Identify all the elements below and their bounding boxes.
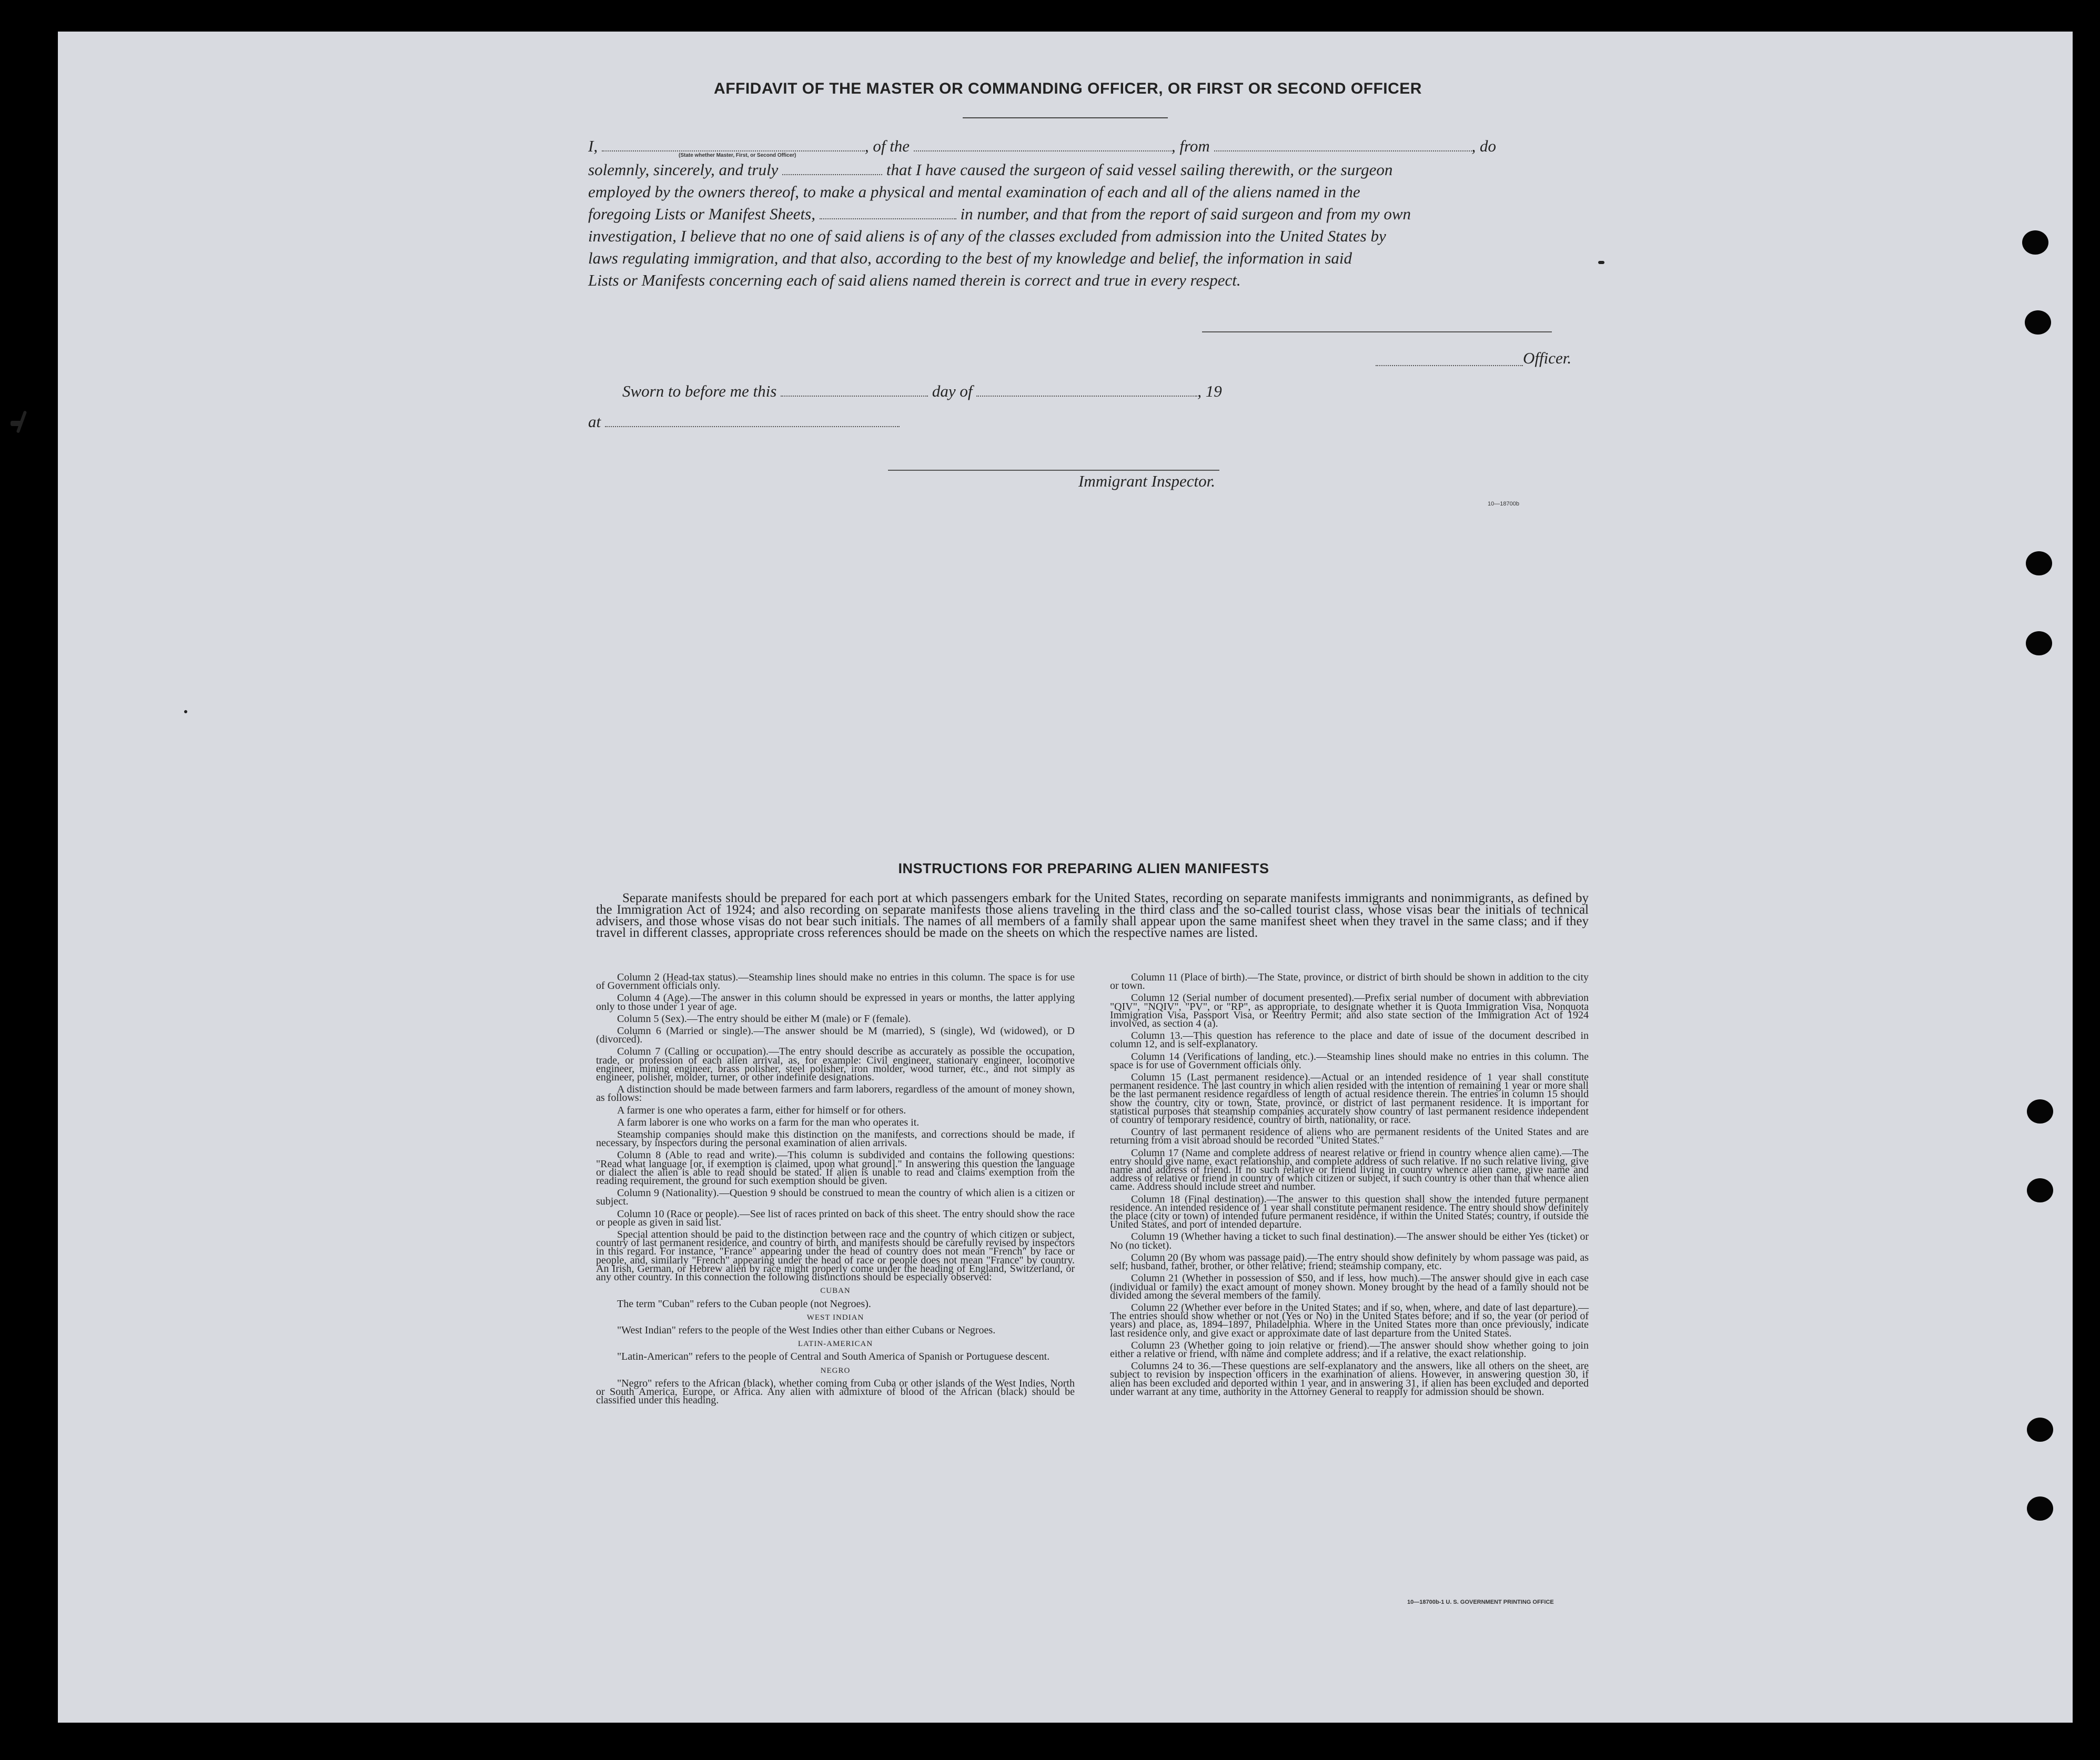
port-blank[interactable]	[1214, 139, 1472, 151]
affidavit-line-4: foregoing Lists or Manifest Sheets, in number, and that from the report of said surgeon and from my own	[588, 205, 1411, 223]
inspector-label: Immigrant Inspector.	[1078, 472, 1216, 490]
punch-hole	[2027, 1418, 2053, 1442]
instruction-paragraph: Column 15 (Last permanent residence).—Actual or an intended residence of 1 year shall constitute permanent residence. The last country in which alien resided with the intention of remaining 1 year or more shall be the last permanent residence regardless of length of actual residence therein. The entries in column 15 should show the country, city or town, State, province, or district of last permanent residence. It is important for statistical purposes that steamship companies accurately show country of last permanent residence independent of country of temporary residence, country of birth, nationality, or race.	[1110, 1071, 1589, 1126]
section-heading: NEGRO	[820, 1366, 851, 1375]
affidavit-line-2: solemnly, sincerely, and truly that I have caused the surgeon of said vessel sailing therewith, or the surgeon	[588, 160, 1393, 179]
instruction-paragraph: A farmer is one who operates a farm, either for himself or for others.	[617, 1104, 906, 1116]
punch-hole	[2027, 1099, 2053, 1124]
instruction-paragraph: "Latin-American" refers to the people of Central and South America of Spanish or Portuguese descent.	[617, 1351, 1050, 1363]
ink-mark	[1598, 261, 1604, 264]
printing-office-footer: 10—18700b-1 U. S. GOVERNMENT PRINTING OFFICE	[1407, 1599, 1554, 1605]
section-heading: LATIN-AMERICAN	[797, 1340, 873, 1349]
sheet-count-blank[interactable]	[820, 207, 956, 219]
affidavit-line-3: employed by the owners thereof, to make a physical and mental examination of each and all of the aliens named in the	[588, 183, 1360, 201]
instruction-paragraph: Column 18 (Final destination).—The answer to this question shall show the intended future permanent residence. An intended residence of 1 year shall constitute permanent residence. The entry should show definitely the place (city or town) of intended future permanent residence, if within the United States; country, if outside the United States, and port of intended departure.	[1110, 1193, 1589, 1231]
instruction-paragraph: "West Indian" refers to the people of the West Indies other than either Cubans or Negroes.	[617, 1324, 996, 1336]
instructions-intro: Separate manifests should be prepared for each port at which passengers embark for the United States, recording on separate manifests immigrants and nonimmigrants, as defined by the Immigration Act of 1924; and also recording on separate manifests those aliens traveling in the third class and the so-called tourist class, whose visas bear the initials of technical advisers, and those whose visas do not bear such initials. The names of all members of a family shall appear upon the same manifest sheet when they travel in the same class; and if they travel in different classes, appropriate cross references should be made on the sheets on which the respective names are listed.	[596, 891, 1589, 940]
punch-hole	[2025, 310, 2051, 335]
instruction-paragraph: Country of last permanent residence of aliens who are permanent residents of the United States and are returning from a visit abroad should be recorded "United States."	[1110, 1126, 1589, 1147]
instruction-paragraph: Column 13.—This question has reference to the place and date of issue of the document described in column 12, and is self-explanatory.	[1110, 1030, 1589, 1050]
instruction-paragraph: The term "Cuban" refers to the Cuban people (not Negroes).	[617, 1298, 871, 1310]
instruction-paragraph: Column 11 (Place of birth).—The State, province, or district of birth should be shown in addition to the city or town.	[1110, 972, 1589, 992]
officer-rank-blank[interactable]	[602, 139, 865, 151]
instruction-paragraph: Column 9 (Nationality).—Question 9 should be construed to mean the country of which alien is a citizen or subject.	[596, 1187, 1075, 1208]
instruction-paragraph: Column 19 (Whether having a ticket to such final destination).—The answer should be either Yes (ticket) or No (no ticket).	[1110, 1231, 1589, 1251]
form-number: 10—18700b	[1488, 501, 1519, 507]
sworn-day-blank[interactable]	[781, 384, 928, 397]
punch-hole	[2026, 551, 2052, 575]
instructions-right-column	[1110, 973, 1589, 1400]
instruction-paragraph: A farm laborer is one who works on a farm for the man who operates it.	[617, 1116, 920, 1128]
affidavit-line-6: laws regulating immigration, and that also, according to the best of my knowledge and belief, the information in said	[588, 249, 1352, 267]
sworn-line: Sworn to before me this day of , 19	[622, 382, 1222, 400]
instruction-paragraph: Column 4 (Age).—The answer in this column should be expressed in years or months, the latter applying only to those under 1 year of age.	[596, 992, 1075, 1013]
instruction-paragraph: Column 17 (Name and complete address of nearest relative or friend in country whence alien came).—The entry should give name, exact relationship, and complete address of such relative. If no such relative living, give name and address of friend. If no such relative or friend living in country whence alien came, give name and address of relative or friend in country of which citizen or subject, if such country is other than that whence alien came. Address should include street and number.	[1110, 1147, 1589, 1193]
instruction-paragraph: A distinction should be made between farmers and farm laborers, regardless of the amount of money shown, as follows:	[596, 1084, 1075, 1104]
instructions-left-column	[596, 973, 1075, 1408]
officer-label: Officer.	[1523, 349, 1572, 367]
instruction-paragraph: Column 21 (Whether in possession of $50, and if less, how much).—The answer should give in each case (individual or family) the exact amount of money shown. Money brought by the head of a family should not be divided among the several members of the family.	[1110, 1272, 1589, 1301]
section-heading: CUBAN	[820, 1287, 851, 1296]
officer-title-line[interactable]	[1376, 364, 1523, 366]
instruction-paragraph: Column 2 (Head-tax status).—Steamship lines should make no entries in this column. The space is for use of Government officials only.	[596, 972, 1075, 992]
affidavit-line-5: investigation, I believe that no one of said aliens is of any of the classes excluded from admission into the United States by	[588, 227, 1386, 245]
punch-hole	[2027, 1496, 2053, 1521]
instruction-paragraph: Columns 24 to 36.—These questions are self-explanatory and the answers, like all others on the sheet, are subject to revision by inspection officers in the examination of aliens. However, in answering question 30, if alien has been excluded and deported within 1 year, and in answering 31, if alien has been excluded and deported under warrant at any time, authority in the Attorney General to reapply for admission should be shown.	[1110, 1360, 1589, 1398]
punch-hole	[2026, 631, 2052, 655]
affidavit-line-7: Lists or Manifests concerning each of said aliens named therein is correct and true in every respect.	[588, 271, 1241, 289]
instruction-paragraph: Column 8 (Able to read and write).—This column is subdivided and contains the following questions: "Read what language [or, if exemption is claimed, upon what ground]." In answering this question the language or dialect the alien is able to read should be stated. If alien is unable to read and claims exemption from the reading requirement, the ground for such exemption should be given.	[596, 1149, 1075, 1187]
sworn-place-blank[interactable]	[605, 414, 900, 427]
oath-blank[interactable]	[782, 163, 882, 175]
sworn-place-line: at	[588, 411, 1585, 432]
punch-hole	[2022, 230, 2048, 255]
sworn-month-blank[interactable]	[976, 384, 1197, 397]
officer-rank-note: (State whether Master, First, or Second Officer)	[679, 153, 796, 158]
signature-line[interactable]	[1202, 331, 1552, 332]
affidavit-title: AFFIDAVIT OF THE MASTER OR COMMANDING OFFICER, OR FIRST OR SECOND OFFICER	[714, 80, 1422, 97]
instruction-paragraph: Column 6 (Married or single).—The answer should be M (married), S (single), Wd (widowed), or D (divorced).	[596, 1025, 1075, 1046]
title-rule	[963, 117, 1168, 118]
vessel-name-blank[interactable]	[914, 139, 1172, 151]
section-heading: WEST INDIAN	[806, 1313, 864, 1322]
instruction-paragraph: Column 22 (Whether ever before in the United States; and if so, when, where, and date of last departure).—The entries should show whether or not (Yes or No) in the United States before; and if so, the year (or period of years) and place, as, 1894–1897, Philadelphia. Where in the United States more than once previously, indicate last residence only, and give exact or approximate date of last departure from the United States.	[1110, 1301, 1589, 1339]
instruction-paragraph: Column 12 (Serial number of document presented).—Prefix serial number of document with abbreviation "QIV", "NQIV", "PV", or "RP", as appropriate, to designate whether it is Quota Immigration Visa, Nonquota Immigration Visa, Passport Visa, or Reentry Permit; and also state section of the Immigration Act of 1924 involved, as section 4 (a).	[1110, 992, 1589, 1030]
instruction-paragraph: Column 23 (Whether going to join relative or friend).—The answer should show whether going to join either a relative or friend, with name and complete address; and if a relative, the exact relationship.	[1110, 1339, 1589, 1360]
ink-mark	[184, 710, 187, 713]
instruction-paragraph: Column 14 (Verifications of landing, etc.).—Steamship lines should make no entries in this column. The space is for use of Government officials only.	[1110, 1050, 1589, 1071]
instruction-paragraph: Column 7 (Calling or occupation).—The entry should describe as accurately as possible the occupation, trade, or profession of each alien arrival, as, for example: Civil engineer, stationary engineer, locomotive engineer, mining engineer, brass polisher, steel polisher, iron molder, wood turner, etc., and not simply as engineer, polisher, molder, turner, or other indefinite designations.	[596, 1046, 1075, 1084]
instruction-paragraph: Special attention should be paid to the distinction between race and the country of which citizen or subject, country of last permanent residence, and country of birth, and manifests should be carefully revised by inspectors in this regard. For instance, "France" appearing under the head of country does not mean "French" by race or people, and, similarly "French" appearing under the head of race or people does not mean "France" by country. An Irish, German, or Hebrew alien by race might properly come under the heading of England, Switzerland, or any other country. In this connection the following distinctions should be especially observed:	[596, 1229, 1075, 1283]
affidavit-line-1: I, , of the , from , do	[588, 137, 1496, 155]
instructions-title: INSTRUCTIONS FOR PREPARING ALIEN MANIFESTS	[898, 861, 1269, 876]
instruction-paragraph: Steamship companies should make this distinction on the manifests, and corrections should be made, if necessary, by inspectors during the personal examination of alien arrivals.	[596, 1129, 1075, 1149]
inspector-signature-line[interactable]	[888, 470, 1219, 471]
instruction-paragraph: Column 5 (Sex).—The entry should be either M (male) or F (female).	[617, 1013, 911, 1025]
punch-hole	[2027, 1178, 2053, 1202]
instruction-paragraph: Column 10 (Race or people).—See list of races printed on back of this sheet. The entry should show the race or people as given in said list.	[596, 1208, 1075, 1228]
instruction-paragraph: Column 20 (By whom was passage paid).—The entry should show definitely by whom passage was paid, as self; husband, father, brother, or other relative; friend; steamship company, etc.	[1110, 1251, 1589, 1272]
instruction-paragraph: "Negro" refers to the African (black), whether coming from Cuba or other islands of the West Indies, North or South America, Europe, or Africa. Any alien with admixture of blood of the African (black) should be classified under this heading.	[596, 1377, 1075, 1407]
